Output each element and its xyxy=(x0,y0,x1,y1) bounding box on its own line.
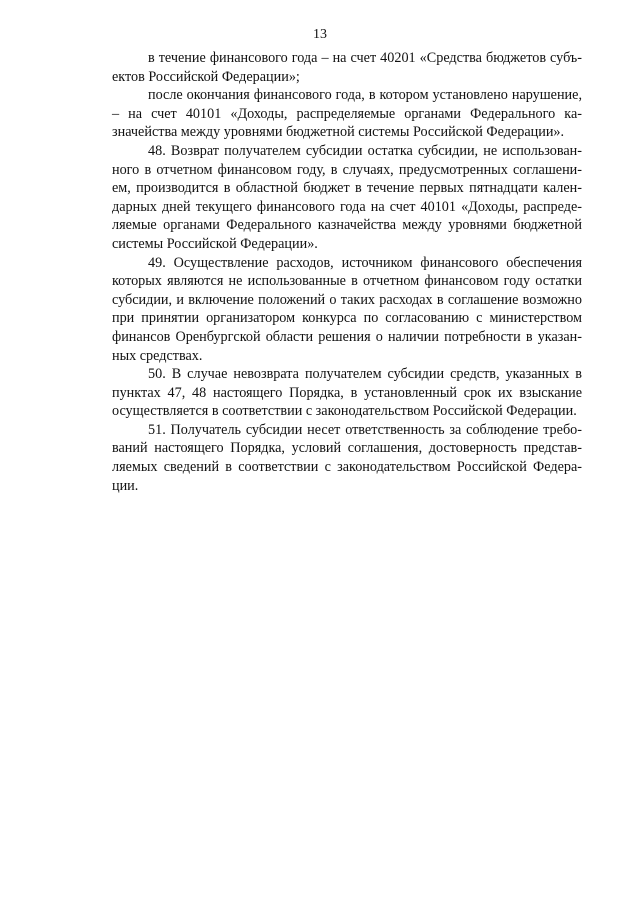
document-body xyxy=(112,49,582,495)
paragraph-48: 48. Возврат получателем субсидии остатка субсидии, не использованного в отчетном финансовом году, в случаях, предусмотренных соглашением, производится в областной бюджет в течение первых пятнадцати календарных дней текущего финансового года на счет 40101 «Доходы, распределяемые органами Федерального казначейства между уровнями бюджетной системы Российской Федерации». xyxy=(112,142,582,252)
paragraph-account-40101: после окончания финансового года, в котором установлено нарушение, – на счет 40101 «Доходы, распределяемые органами Федерального казначейства между уровнями бюджетной системы Российской Федерации». xyxy=(112,87,582,141)
paragraph-50: 50. В случае невозврата получателем субсидии средств, указанных в пунктах 47, 48 настоящего Порядка, в установленный срок их взыскание осуществляется в соответствии с законодательством Российской Федерации. xyxy=(112,366,582,420)
page-number: 13 xyxy=(313,27,327,42)
paragraph-account-40201: в течение финансового года – на счет 40201 «Средства бюджетов субъектов Российской Федерации»; xyxy=(112,50,582,85)
paragraph-51: 51. Получатель субсидии несет ответственность за соблюдение требований настоящего Порядка, условий соглашения, достоверность представляемых сведений в соответствии с законодательством Российской Федерации. xyxy=(112,421,582,494)
paragraph-49: 49. Осуществление расходов, источником финансового обеспечения которых являются не использованные в отчетном финансовом году остатки субсидии, и включение положений о таких расходах в соглашение возможно при принятии организатором конкурса по согласованию с министерством финансов Оренбургской области решения о наличии потребности в указанных средствах. xyxy=(112,254,582,364)
